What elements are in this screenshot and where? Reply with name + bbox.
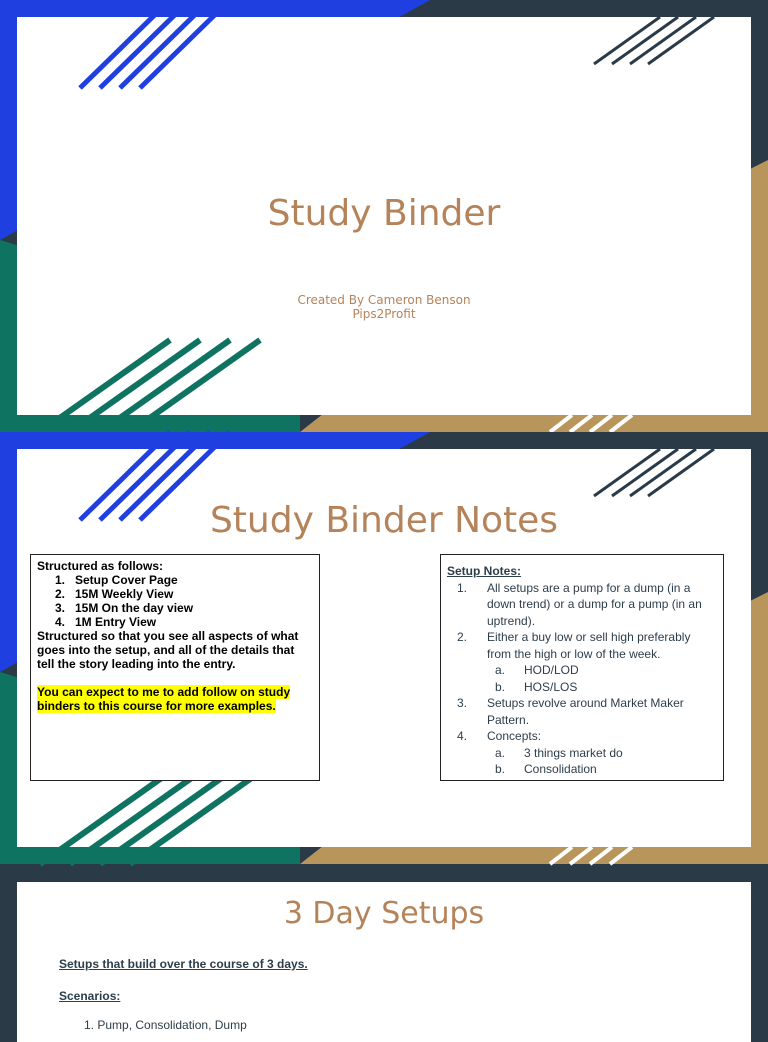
slide-2-title: Study Binder Notes	[209, 500, 559, 541]
list-item: b. Consolidation	[495, 762, 597, 776]
list-item: b. HOS/LOS	[495, 679, 578, 694]
list-item: 1. All setups are a pump for a dump (in a down trend) or a dump for a pump (in an uptrend).	[457, 580, 702, 628]
highlighted-note: You can expect to me to add follow on study binders to this course for more examples.	[37, 685, 291, 713]
structure-box	[30, 554, 320, 781]
list-item: 3. Setups revolve around Market Maker Pattern.	[457, 696, 684, 727]
slide-1-subtitle-line1: Created By Cameron Benson	[297, 293, 471, 307]
slide-3-line1: Setups that build over the course of 3 days.	[59, 957, 308, 971]
slide-3-title: 3 Day Setups	[283, 896, 485, 931]
slide-3-line3: 1. Pump, Consolidation, Dump	[84, 1018, 247, 1032]
slide-3-line2: Scenarios:	[59, 989, 121, 1003]
list-item: 2. Either a buy low or sell high preferably from the high or low of the week.	[457, 630, 691, 661]
list-item: 4. 1M Entry View	[54, 615, 157, 629]
structure-intro: Structured as follows:	[37, 559, 164, 573]
structure-paragraph: Structured so that you see all aspects of what goes into the setup, and all of the details that tell the story leading into the entry.	[37, 629, 299, 671]
setup-notes-heading: Setup Notes:	[447, 564, 522, 578]
slide-3[interactable]	[0, 864, 768, 1032]
slide-1-title: Study Binder	[267, 193, 501, 234]
list-item: 1. Setup Cover Page	[54, 573, 178, 587]
list-item: 2. 15M Weekly View	[54, 587, 174, 601]
slide-1-subtitle-line2: Pips2Profit	[352, 307, 416, 321]
setup-notes-box	[440, 554, 724, 781]
list-item: a. 3 things market do	[495, 745, 623, 760]
list-item: 4. Concepts:	[457, 729, 542, 743]
list-item: a. HOD/LOD	[495, 663, 579, 677]
structure-list	[37, 573, 313, 629]
slide-2[interactable]	[0, 432, 768, 864]
list-item: 3. 15M On the day view	[54, 601, 194, 615]
slide-1[interactable]	[0, 0, 768, 432]
